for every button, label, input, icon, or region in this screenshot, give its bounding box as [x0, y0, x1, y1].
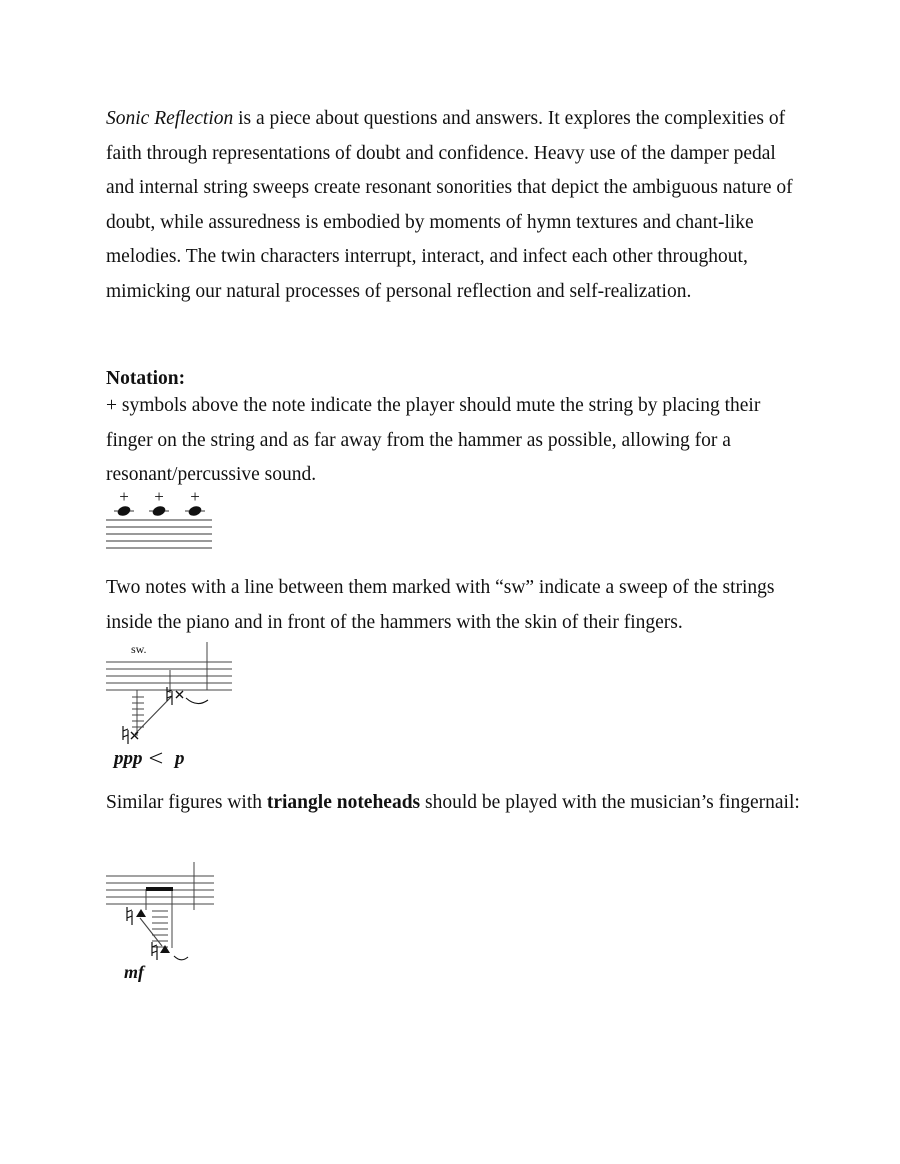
dynamic-p: p	[175, 748, 185, 769]
sweep-description: Two notes with a line between them marked with “sw” indicate a sweep of the strings inside the piano and in front of the hammers with the skin of their fingers.	[106, 577, 775, 633]
sweep-notation-figure	[104, 640, 236, 770]
dynamic-mf: mf	[124, 962, 144, 982]
mute-description: + symbols above the note indicate the player should mute the string by placing their finger on the string and as far away from the hammer as possible, allowing for a resonant/percussive sound.	[106, 395, 761, 485]
sweep-line	[140, 918, 162, 946]
triangle-section	[106, 786, 806, 821]
triangle-notehead	[136, 909, 146, 917]
tie	[174, 956, 188, 960]
natural-sign	[152, 942, 157, 960]
mute-plus-symbol: +	[119, 488, 129, 506]
triangle-text-bold: triangle noteheads	[266, 792, 421, 813]
beam	[146, 887, 173, 891]
triangle-text-before: Similar figures with	[106, 792, 267, 813]
x-notehead	[176, 691, 183, 698]
triangle-text-after: should be played with the musician’s fingernail:	[420, 792, 800, 813]
tie	[186, 698, 208, 704]
mute-notation-figure	[104, 488, 216, 560]
dynamic-ppp: ppp	[114, 748, 143, 769]
intro-section	[106, 102, 796, 309]
crescendo-hairpin	[150, 753, 162, 763]
intro-text: is a piece about questions and answers. It explores the complexities of faith through representations of doubt and confidence. Heavy use of the damper pedal and internal string sweeps create resonant sonorities that depict the ambiguous nature of doubt, while assuredness is embodied by moments of hymn textures and chant-like melodies. The twin characters interrupt, interact, and infect each other throughout, mimicking our natural processes of personal reflection and self-realization.	[106, 108, 793, 302]
natural-sign	[127, 907, 132, 925]
sweep-section	[106, 571, 806, 640]
triangle-description	[106, 786, 806, 821]
sweep-label: sw.	[131, 642, 147, 656]
intro-paragraph	[106, 102, 796, 309]
piece-title: Sonic Reflection	[106, 108, 234, 129]
mute-section	[106, 389, 806, 493]
notehead	[116, 505, 131, 518]
natural-sign	[123, 726, 128, 744]
notehead	[151, 505, 166, 518]
mute-plus-symbol: +	[190, 488, 200, 506]
notehead	[187, 505, 202, 518]
mute-plus-symbol: +	[154, 488, 164, 506]
notation-heading: Notation:	[106, 368, 186, 389]
triangle-notation-figure	[104, 860, 218, 984]
